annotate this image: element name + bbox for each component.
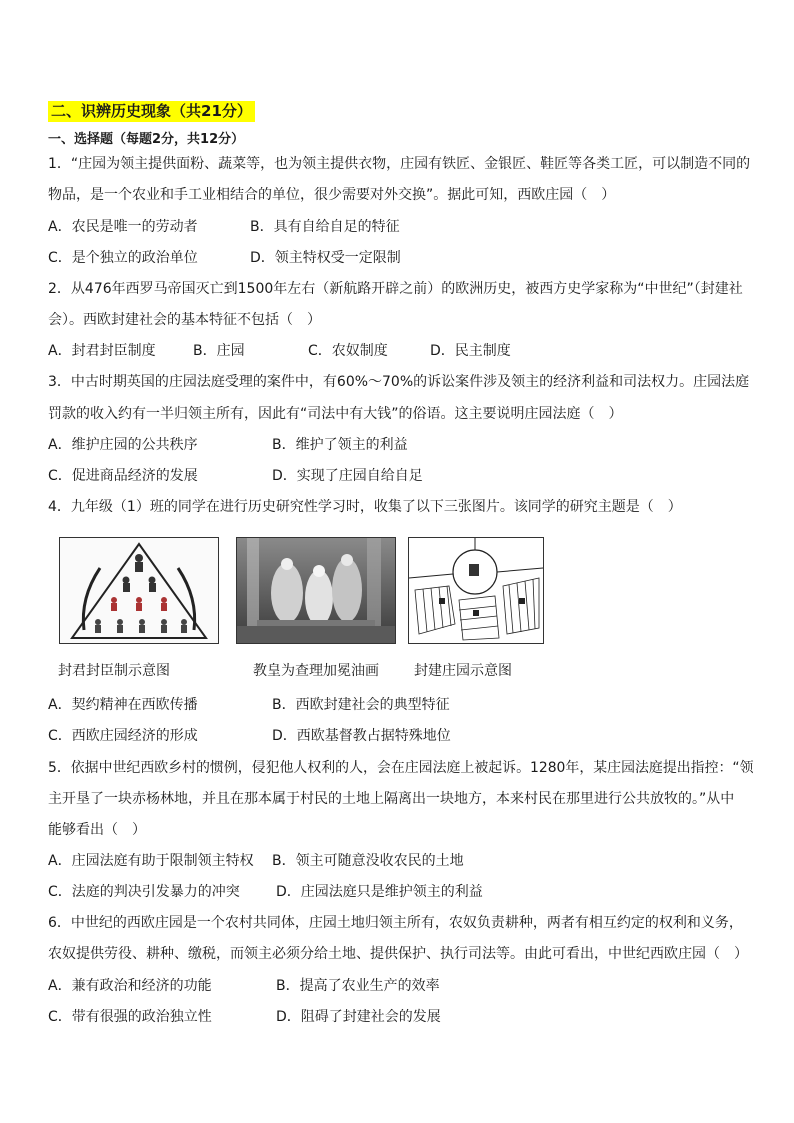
question-6-option-b[interactable]: B．提高了农业生产的效率 [276,978,440,994]
manor-map-image [408,537,544,644]
question-2-option-d[interactable]: D．民主制度 [430,343,511,359]
image-caption-3: 封建庄园示意图 [414,663,512,679]
question-1-option-d[interactable]: D．领主特权受一定限制 [250,250,401,266]
question-1-option-c[interactable]: C．是个独立的政治单位 [48,250,198,266]
question-4-option-b[interactable]: B．西欧封建社会的典型特征 [272,697,450,713]
question-4-text-line-1: 4．九年级（1）班的同学在进行历史研究性学习时，收集了以下三张图片。该同学的研究主题是（ ） [48,499,682,515]
question-5-option-c[interactable]: C．法庭的判决引发暴力的冲突 [48,884,240,900]
question-4-option-a[interactable]: A．契约精神在西欧传播 [48,697,198,713]
feudal-pyramid-image [59,537,219,644]
question-5-text-line-1: 5．依据中世纪西欧乡村的惯例，侵犯他人权利的人，会在庄园法庭上被起诉。1280年，某庄园法庭提出指控：“领 [48,760,754,776]
section-title: 二、识辨历史现象（共21分） [48,101,255,122]
question-5-option-b[interactable]: B．领主可随意没收农民的土地 [272,853,464,869]
question-5-option-a[interactable]: A．庄园法庭有助于限制领主特权 [48,853,254,869]
image-caption-2: 教皇为查理加冕油画 [253,663,379,679]
question-1-option-a[interactable]: A．农民是唯一的劳动者 [48,219,198,235]
question-4-option-d[interactable]: D．西欧基督教占据特殊地位 [272,728,451,744]
question-2-option-b[interactable]: B．庄园 [193,343,245,359]
question-2-option-a[interactable]: A．封君封臣制度 [48,343,156,359]
question-3-option-a[interactable]: A．维护庄园的公共秩序 [48,437,198,453]
question-6-text-line-1: 6．中世纪的西欧庄园是一个农村共同体，庄园土地归领主所有，农奴负责耕种，两者有相互约定的权利和义务， [48,915,743,931]
question-2-text-line-1: 2．从476年西罗马帝国灭亡到1500年左右（新航路开辟之前）的欧洲历史，被西方史学家称为“中世纪”（封建社 [48,281,743,297]
question-6-option-c[interactable]: C．带有很强的政治独立性 [48,1009,212,1025]
question-4-option-c[interactable]: C．西欧庄园经济的形成 [48,728,198,744]
question-3-text-line-1: 3．中古时期英国的庄园法庭受理的案件中，有60%～70%的诉讼案件涉及领主的经济利益和司法权力。庄园法庭 [48,374,750,390]
question-3-option-d[interactable]: D．实现了庄园自给自足 [272,468,423,484]
subsection-title: 一、选择题（每题2分，共12分） [48,132,245,147]
image-caption-1: 封君封臣制示意图 [58,663,170,679]
question-2-text-line-2: 会）。西欧封建社会的基本特征不包括（ ） [48,312,321,328]
question-6-option-a[interactable]: A．兼有政治和经济的功能 [48,978,212,994]
question-6-option-d[interactable]: D．阻碍了封建社会的发展 [276,1009,441,1025]
question-3-option-b[interactable]: B．维护了领主的利益 [272,437,408,453]
question-3-text-line-2: 罚款的收入约有一半归领主所有，因此有“司法中有大钱”的俗语。这主要说明庄园法庭（ ） [48,406,623,422]
question-5-option-d[interactable]: D．庄园法庭只是维护领主的利益 [276,884,483,900]
question-6-text-line-2: 农奴提供劳役、耕种、缴税，而领主必须分给土地、提供保护、执行司法等。由此可看出，中世纪西欧庄园（ ） [48,946,748,962]
question-2-option-c[interactable]: C．农奴制度 [308,343,388,359]
question-1-text-line-2: 物品，是一个农业和手工业相结合的单位，很少需要对外交换”。据此可知，西欧庄园（ ） [48,187,616,203]
question-1-option-b[interactable]: B．具有自给自足的特征 [250,219,400,235]
question-5-text-line-2: 主开垦了一块赤杨林地，并且在那本属于村民的土地上隔离出一块地方，本来村民在那里进行公共放牧的。”从中 [48,791,735,807]
coronation-painting-image [236,537,396,644]
question-1-text-line-1: 1．“庄园为领主提供面粉、蔬菜等，也为领主提供衣物，庄园有铁匠、金银匠、鞋匠等各类工匠，可以制造不同的 [48,156,751,172]
question-3-option-c[interactable]: C．促进商品经济的发展 [48,468,198,484]
question-5-text-line-3: 能够看出（ ） [48,822,146,838]
